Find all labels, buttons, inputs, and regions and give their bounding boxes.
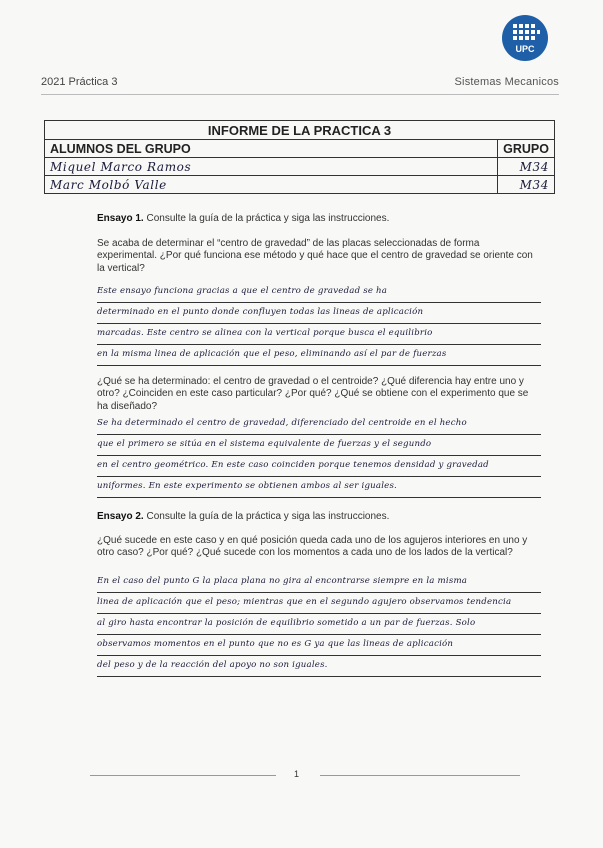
answer-line: linea de aplicación que el peso; mientras que en el segundo agujero observamos tendencia bbox=[97, 593, 541, 614]
answer-line: Se ha determinado el centro de gravedad, diferenciado del centroide en el hecho bbox=[97, 414, 541, 435]
answer-line: En el caso del punto G la placa plana no gira al encontrarse siempre en la misma bbox=[97, 572, 541, 593]
ensayo1-answer-1 bbox=[97, 282, 541, 366]
ensayo2-question-1: ¿Qué sucede en este caso y en qué posición queda cada uno de los agujeros interiores en uno y otro caso? ¿Por qué? ¿Qué sucede con los momentos a cada uno de los lados de la vertical? bbox=[97, 535, 528, 559]
students-header: ALUMNOS DEL GRUPO bbox=[45, 140, 498, 158]
header-left: 2021 Práctica 3 bbox=[41, 76, 118, 88]
group-header: GRUPO bbox=[498, 140, 555, 158]
upc-logo-icon bbox=[501, 14, 549, 62]
page-number: 1 bbox=[294, 769, 300, 779]
ensayo1-intro: Consulte la guía de la práctica y siga las instrucciones. bbox=[146, 213, 390, 224]
ensayo2-label: Ensayo 2. bbox=[97, 511, 144, 522]
group-table bbox=[44, 120, 555, 194]
ensayo1-instruction bbox=[97, 213, 537, 225]
student-name: Marc Molbó Valle bbox=[45, 176, 498, 194]
answer-line: observamos momentos en el punto que no es G ya que las lineas de aplicación bbox=[97, 635, 541, 656]
student-group: M34 bbox=[498, 176, 555, 194]
ensayo2-instruction bbox=[97, 511, 537, 523]
svg-text:UPC: UPC bbox=[515, 44, 535, 54]
answer-line: del peso y de la reacción del apoyo no son iguales. bbox=[97, 656, 541, 677]
answer-line: determinado en el punto donde confluyen todas las lineas de aplicación bbox=[97, 303, 541, 324]
answer-line: en el centro geométrico. En este caso coinciden porque tenemos densidad y gravedad bbox=[97, 456, 541, 477]
student-group: M34 bbox=[498, 158, 555, 176]
ensayo1-answer-2 bbox=[97, 414, 541, 498]
header-divider bbox=[41, 94, 559, 95]
ensayo1-question-1: Se acaba de determinar el “centro de gravedad” de las placas seleccionadas de forma experimental. ¿Por qué funciona ese método y qué hace que el centro de gravedad se oriente con la vertical? bbox=[97, 238, 533, 274]
page-footer bbox=[90, 769, 560, 784]
header-right: Sistemas Mecanicos bbox=[454, 76, 559, 88]
table-row bbox=[45, 176, 555, 194]
answer-line: que el primero se sitúa en el sistema equivalente de fuerzas y el segundo bbox=[97, 435, 541, 456]
answer-line: marcadas. Este centro se alinea con la vertical porque busca el equilibrio bbox=[97, 324, 541, 345]
ensayo2-intro: Consulte la guía de la práctica y siga las instrucciones. bbox=[146, 511, 390, 522]
answer-line: uniformes. En este experimento se obtienen ambos al ser iguales. bbox=[97, 477, 541, 498]
student-name: Miquel Marco Ramos bbox=[45, 158, 498, 176]
ensayo1-question-2: ¿Qué se ha determinado: el centro de gravedad o el centroide? ¿Qué diferencia hay entre uno y otro? ¿Coinciden en este caso particular? ¿Por qué? ¿Qué se obtiene con el experimento que se ha diseñado? bbox=[97, 376, 529, 412]
ensayo2-answer-1 bbox=[97, 572, 541, 677]
ensayo1-label: Ensayo 1. bbox=[97, 213, 144, 224]
answer-line: Este ensayo funciona gracias a que el centro de gravedad se ha bbox=[97, 282, 541, 303]
answer-line: al giro hasta encontrar la posición de equilibrio sometido a un par de fuerzas. Solo bbox=[97, 614, 541, 635]
answer-line: en la misma linea de aplicación que el peso, eliminando así el par de fuerzas bbox=[97, 345, 541, 366]
table-row bbox=[45, 158, 555, 176]
report-title: INFORME DE LA PRACTICA 3 bbox=[45, 121, 555, 140]
footer-rule-left bbox=[90, 775, 276, 776]
footer-rule-right bbox=[320, 775, 520, 776]
